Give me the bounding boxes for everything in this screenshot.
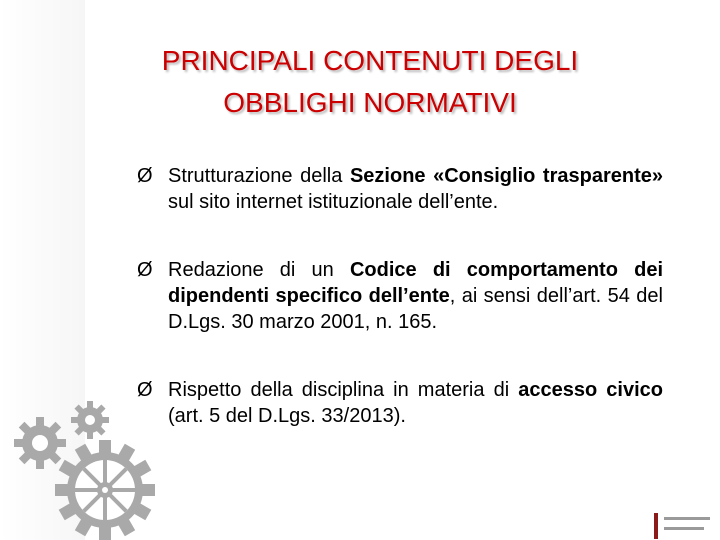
title-line-2: OBBLIGHI NORMATIVI xyxy=(223,87,517,118)
bullet-text: (art. 5 del D.Lgs. 33/2013). xyxy=(168,405,406,427)
bullet-text: , ai sensi dell’art. 54 del D.Lgs. 30 marzo 2001, n. 165. xyxy=(168,285,663,333)
title-line-1: PRINCIPALI CONTENUTI DEGLI xyxy=(161,45,579,76)
large-gear-icon xyxy=(55,440,155,540)
bullet-text: Rispetto della disciplina in materia di xyxy=(168,379,519,401)
bullet-text: sul sito internet istituzionale dell’ente. xyxy=(168,191,499,213)
bullet-list xyxy=(137,163,663,429)
small-gear-icon xyxy=(71,401,109,439)
logo-mark xyxy=(654,513,658,539)
slide-title xyxy=(100,40,640,124)
bullet-text-bold: Codice di comportamento dei dipendenti specifico dell’ente xyxy=(168,259,663,307)
gear-cluster-icon xyxy=(10,395,160,540)
bullet-text-bold: accesso civico xyxy=(518,379,663,401)
arrow-bullet-icon: Ø xyxy=(137,259,153,281)
arrow-bullet-icon: Ø xyxy=(137,165,153,187)
logo-line xyxy=(664,527,704,530)
bullet-text: Strutturazione della xyxy=(168,165,350,187)
logo-icon xyxy=(646,507,716,540)
arrow-bullet-icon: Ø xyxy=(137,379,153,401)
bullet-item xyxy=(137,163,663,215)
bullet-item xyxy=(137,377,663,429)
bullet-item xyxy=(137,257,663,335)
logo-line xyxy=(664,517,710,520)
medium-gear-icon xyxy=(14,417,66,469)
bullet-text: Redazione di un xyxy=(168,259,350,281)
bullet-text-bold: Sezione «Consiglio trasparente» xyxy=(349,165,663,187)
